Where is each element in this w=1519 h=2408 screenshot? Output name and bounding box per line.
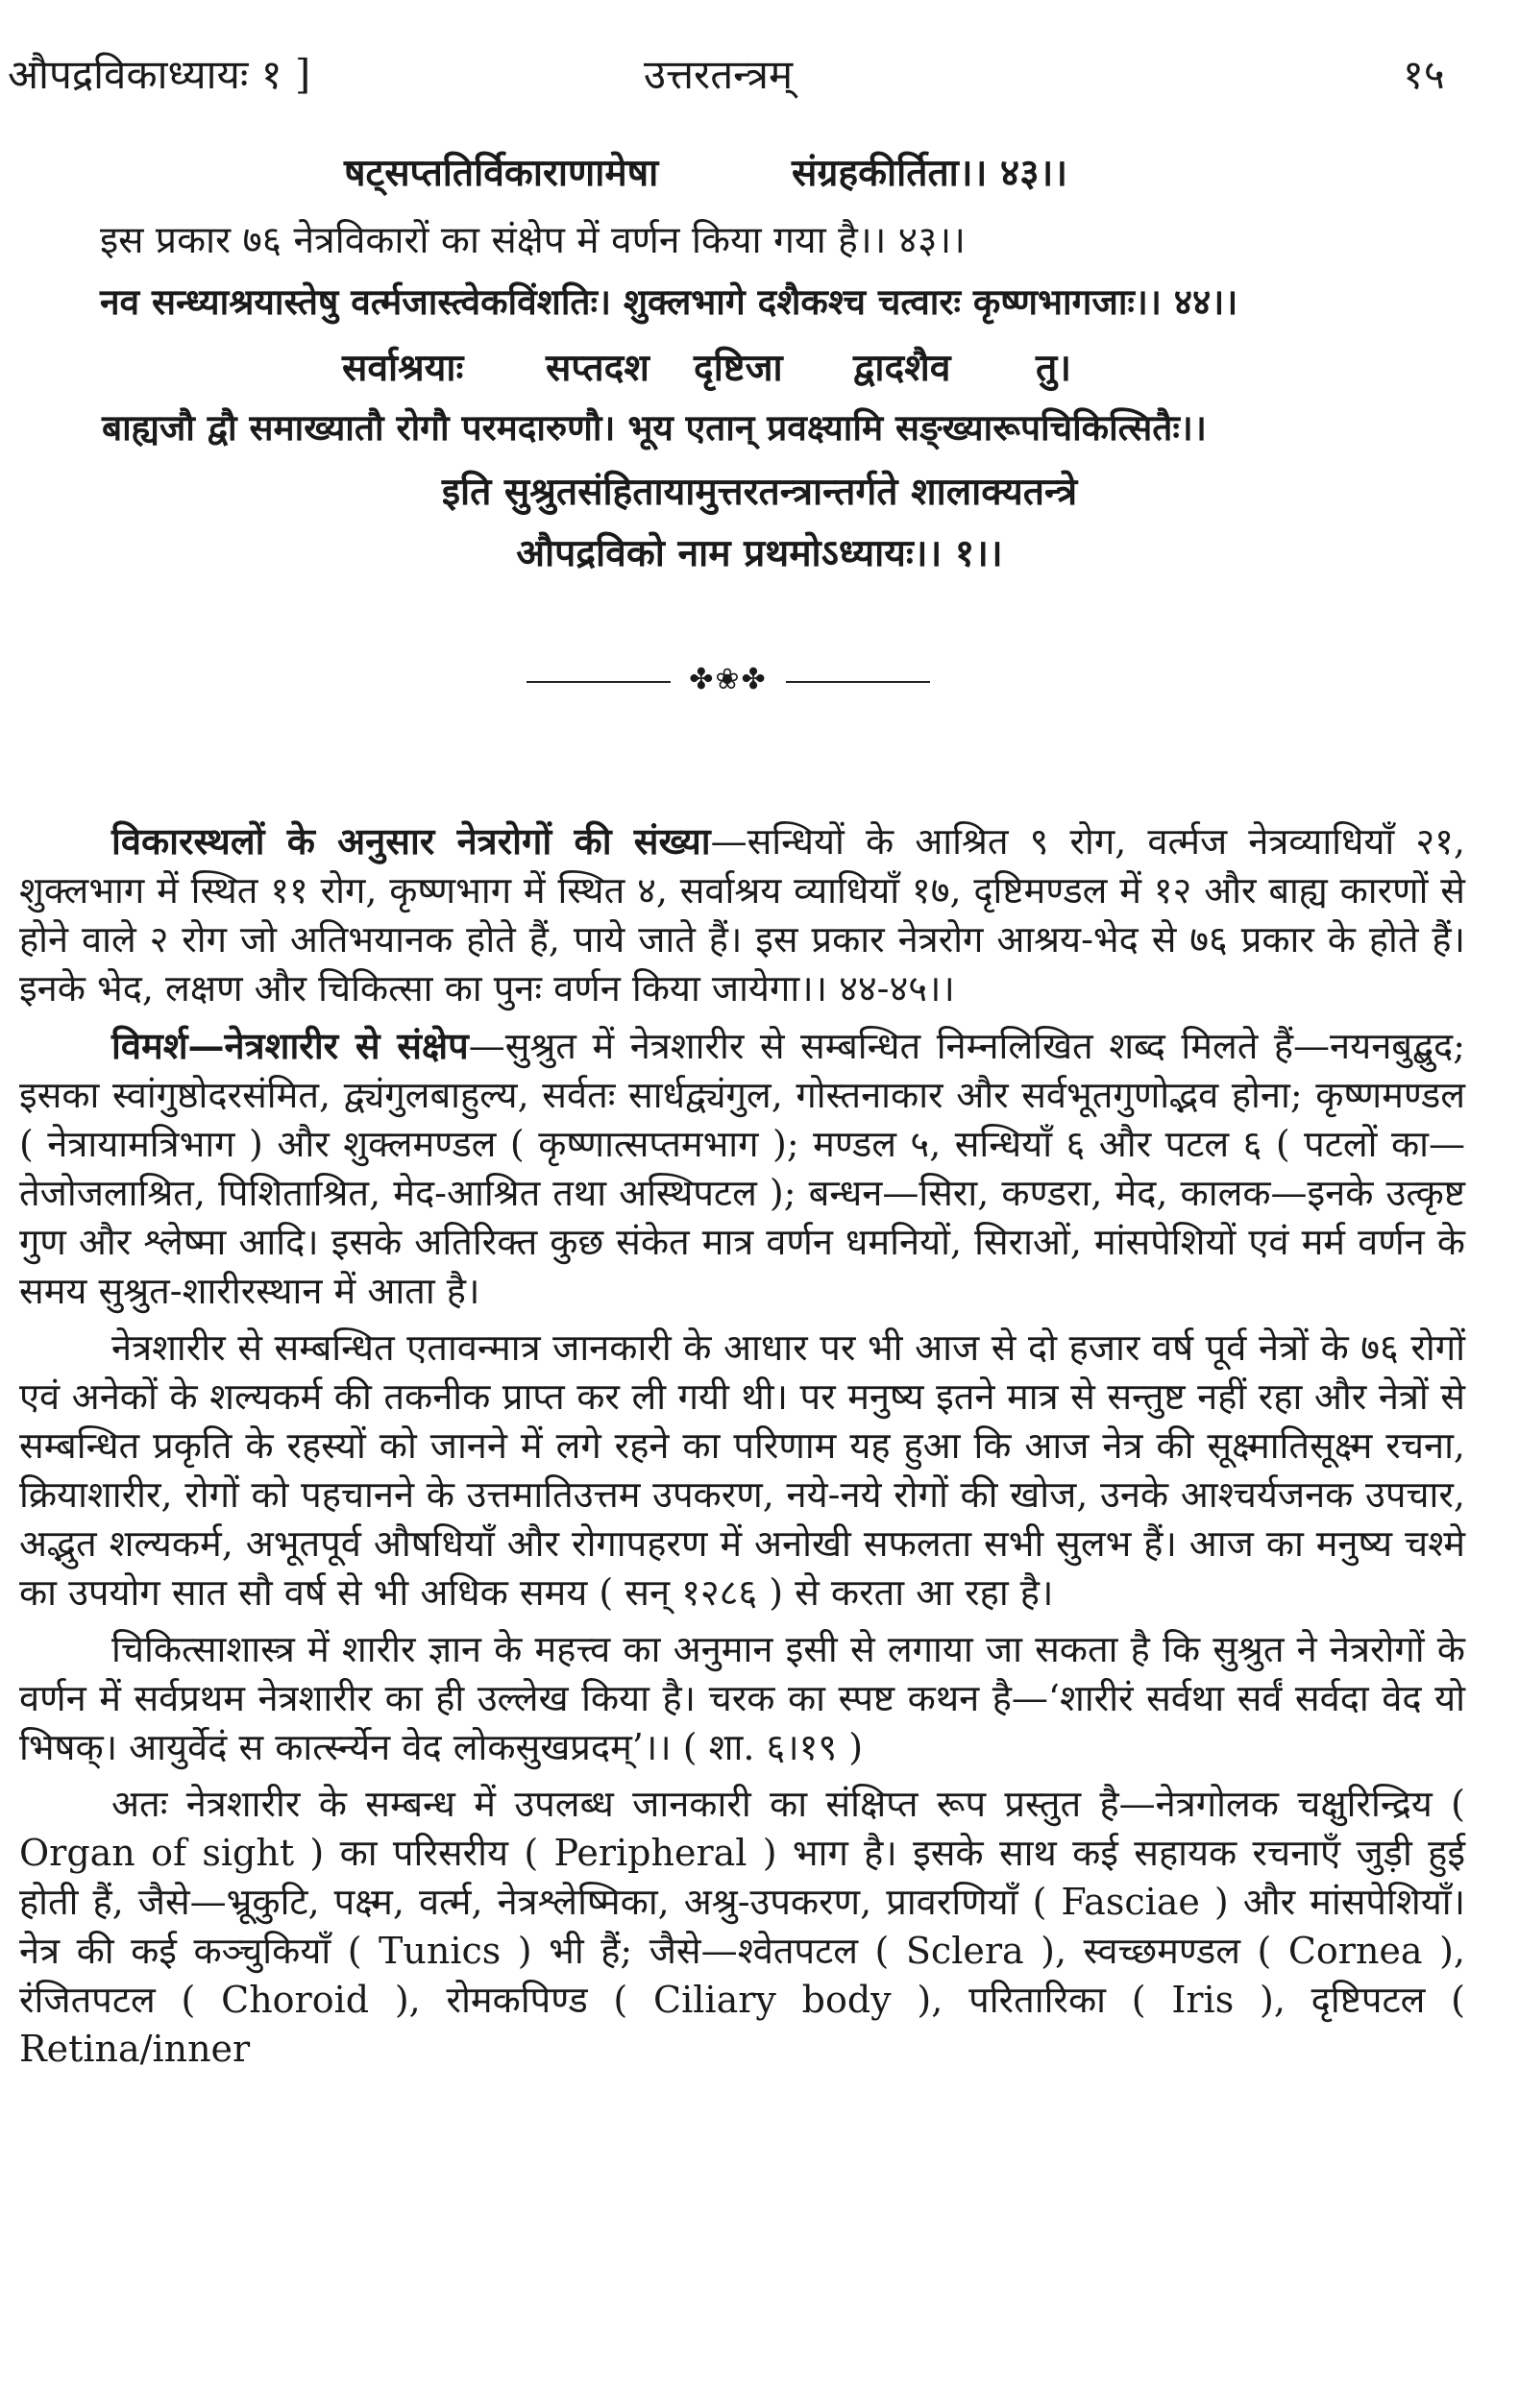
page-number: १५ [1403,51,1445,98]
paragraph-text: चिकित्साशास्त्र में शारीर ज्ञान के महत्त्व का अनुमान इसी से लगाया जा सकता है कि सुश्रुत ने नेत्ररोगों के वर्णन में सर्वप्रथम नेत्रशारीर का ही उल्लेख किया है। चरक का स्पष्ट कथन है—‘शारीरं सर्वथा सर्वं सर्वदा वेद यो भिषक्। आयुर्वेदं स कार्त्स्न्येन वेद लोकसुखप्रदम्’।। ( शा. ६।१९ ) [19,1628,1465,1768]
divider-right-rule [786,681,930,683]
verse-44-line-2d: द्वादशैव [853,346,951,390]
running-header [0,46,1519,104]
paragraph-charaka-quote [19,1625,1465,1772]
paragraph-disease-count [19,816,1465,1013]
book-section-title: उत्तरतन्त्रम् [644,51,794,98]
ornamental-divider [527,663,930,701]
paragraph-text: अतः नेत्रशारीर के सम्बन्ध में उपलब्ध जानकारी का संक्षिप्त रूप प्रस्तुत है—नेत्रगोलक चक्षुरिन्द्रिय ( Organ of sight ) का परिसरीय ( Peripheral ) भाग है। इसके साथ कई सहायक रचनाएँ जुड़ी हुई होती हैं, जैसे—भ्रूकुटि, पक्ष्म, वर्त्म, नेत्रश्लेष्मिका, अश्रु-उपकरण, प्रावरणियाँ ( Fasciae ) और मांसपेशियाँ। नेत्र की कई कञ्चुकियाँ ( Tunics ) भी हैं; जैसे—श्वेतपटल ( Sclera ), स्वच्छमण्डल ( Cornea ), रंजितपटल ( Choroid ), रोमकपिण्ड ( Ciliary body ), परितारिका ( Iris ), दृष्टिपटल ( Retina/inner [19,1783,1465,2070]
verse-43-translation: इस प्रकार ७६ नेत्रविकारों का संक्षेप में वर्णन किया गया है।। ४३।। [100,219,966,262]
verse-43-first-half: षट्सप्ततिर्विकाराणामेषा [344,151,659,195]
colophon-line-2: औपद्रविको नाम प्रथमोऽध्यायः।। १।। [516,531,1003,575]
verse-44-line-3: बाह्यजौ द्वौ समाख्यातौ रोगौ परमदारुणौ। भूय एतान् प्रवक्ष्यामि सङ्ख्यारूपचिकित्सितैः।। [102,406,1207,449]
paragraph-text: —सुश्रुत में नेत्रशारीर से सम्बन्धित निम्नलिखित शब्द मिलते हैं—नयनबुद्बुद; इसका स्वांगुष्ठोदरसंमित, द्व्यंगुलबाहुल्य, सर्वतः सार्धद्व्यंगुल, गोस्तनाकार और सर्वभूतगुणोद्भव होना; कृष्णमण्डल ( नेत्रायामत्रिभाग ) और शुक्लमण्डल ( कृष्णात्सप्तमभाग ); मण्डल ५, सन्धियाँ ६ और पटल ६ ( पटलों का—तेजोजलाश्रित, पिशिताश्रित, मेद-आश्रित तथा अस्थिपटल ); बन्धन—सिरा, कण्डरा, मेद, कालक—इनके उत्कृष्ट गुण और श्लेष्मा आदि। इसके अतिरिक्त कुछ संकेत मात्र वर्णन धमनियों, सिराओं, मांसपेशियों एवं मर्म वर्णन के समय सुश्रुत-शारीरस्थान में आता है। [19,1025,1465,1312]
paragraph-heading: विमर्श—नेत्रशारीर से संक्षेप [111,1024,469,1067]
verse-43-second-half: संग्रहकीर्तिता।। ४३।। [792,151,1068,195]
verse-44-line-2a: सर्वाश्रयाः [342,346,464,390]
paragraph-heading: विकारस्थलों के अनुसार नेत्ररोगों की संख्या [111,819,711,863]
verse-44-line-2e: तु। [1036,346,1072,390]
colophon-line-1: इति सुश्रुतसंहितायामुत्तरतन्त्रान्तर्गते शालाक्यतन्त्रे [441,470,1078,514]
chapter-heading: औपद्रविकाध्यायः १ ] [8,51,311,98]
paragraph-modern-knowledge [19,1324,1465,1617]
paragraph-text: नेत्रशारीर से सम्बन्धित एतावन्मात्र जानकारी के आधार पर भी आज से दो हजार वर्ष पूर्व नेत्रों के ७६ रोगों एवं अनेकों के शल्यकर्म की तकनीक प्राप्त कर ली गयी थी। पर मनुष्य इतने मात्र से सन्तुष्ट नहीं रहा और नेत्रों से सम्बन्धित प्रकृति के रहस्यों को जानने में लगे रहने का परिणाम यह हुआ कि आज नेत्र की सूक्ष्मातिसूक्ष्म रचना, क्रियाशारीर, रोगों को पहचानने के उत्तमातिउत्तम उपकरण, नये-नये रोगों की खोज, उनके आश्चर्यजनक उपचार, अद्भुत शल्यकर्म, अभूतपूर्व औषधियाँ और रोगापहरण में अनोखी सफलता सभी सुलभ हैं। आज का मनुष्य चश्मे का उपयोग सात सौ वर्ष से भी अधिक समय ( सन् १२८६ ) से करता आ रहा है। [19,1326,1465,1614]
paragraph-text: —सन्धियों के आश्रित ९ रोग, वर्त्मज नेत्रव्याधियाँ २१, शुक्लभाग में स्थित ११ रोग, कृष्णभाग में स्थित ४, सर्वाश्रय व्याधियाँ १७, दृष्टिमण्डल में १२ और बाह्य कारणों से होने वाले २ रोग जो अतिभयानक होते हैं, पाये जाते हैं। इस प्रकार नेत्ररोग आश्रय-भेद से ७६ प्रकार के होते हैं। इनके भेद, लक्षण और चिकित्सा का पुनः वर्णन किया जायेगा।। ४४-४५।। [19,820,1465,1009]
paragraph-eye-anatomy [19,1780,1465,2074]
paragraph-vimarsha [19,1021,1465,1316]
verse-44-line-2c: दृष्टिजा [694,346,783,390]
commentary-body [19,816,1465,2081]
ornament-icon: ✤❀✤ [689,663,768,696]
divider-left-rule [527,681,671,683]
verse-44-line-2b: सप्तदश [546,346,649,390]
verse-44-line-1: नव सन्ध्याश्रयास्तेषु वर्त्मजास्त्वेकविंशतिः। शुक्लभागे दशैकश्च चत्वारः कृष्णभागजाः।। ४४।। [100,280,1238,323]
